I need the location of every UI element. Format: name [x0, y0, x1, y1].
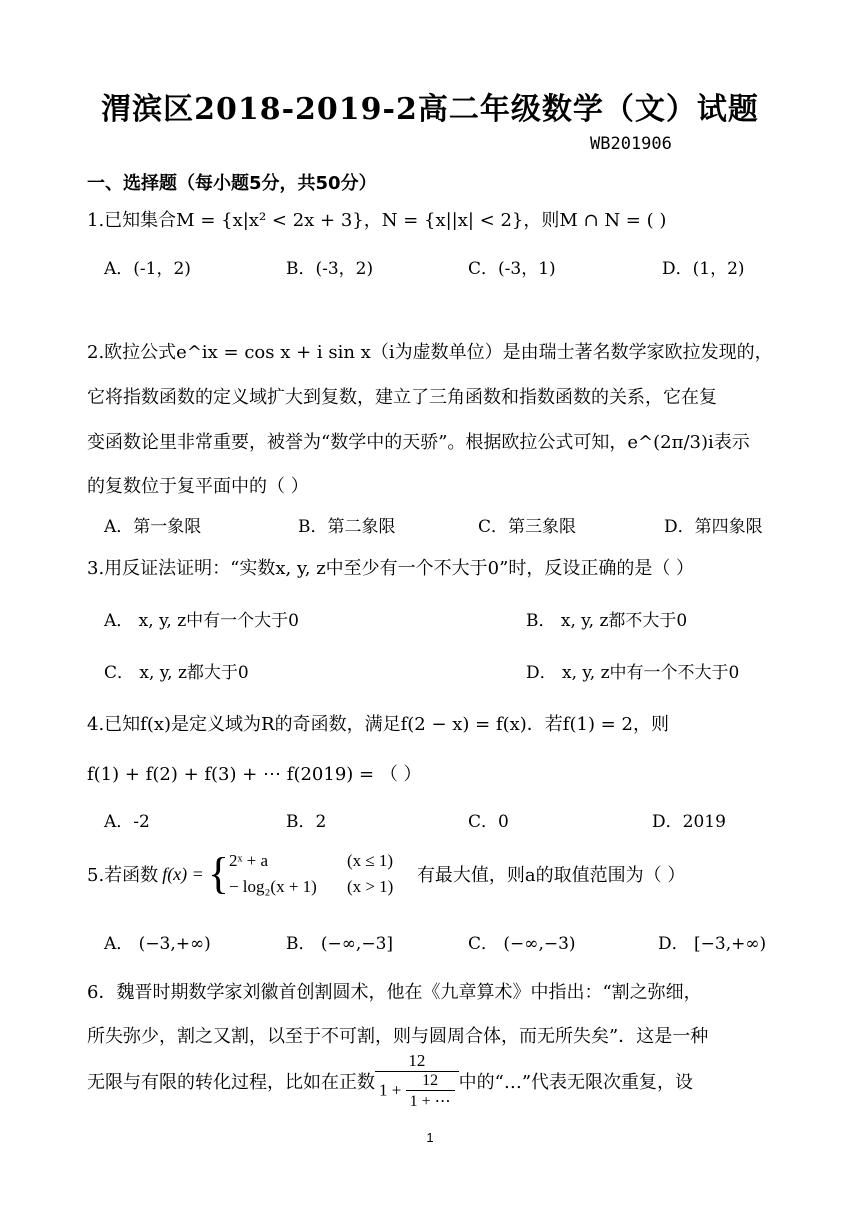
question-5-option-c: C． (−∞,−3)	[468, 934, 576, 954]
question-3-option-a: A． x, y, z中有一个大于0	[104, 611, 300, 631]
question-1-option-b: B．(-3，2)	[286, 259, 374, 279]
question-4-option-b: B．2	[286, 812, 327, 832]
question-5-stem	[87, 846, 685, 902]
question-5-option-b: B． (−∞,−3]	[286, 934, 394, 954]
question-5-suffix: 有最大值，则a的取值范围为（ ）	[416, 865, 686, 886]
question-5-function: f(x) =	[162, 863, 204, 884]
exam-code: WB201906	[590, 134, 672, 154]
question-5-option-a: A． (−3,+∞)	[104, 934, 211, 954]
inner-fraction-denominator: 1 + ⋯	[409, 1093, 451, 1110]
piece-1: 2ˣ + a	[228, 851, 268, 870]
fraction-denominator	[375, 1072, 459, 1111]
question-3-stem: 3.用反证法证明：“实数x, y, z中至少有一个不大于0”时，反设正确的是（ ）	[87, 558, 695, 579]
page-title: 渭滨区2018-2019-2高二年级数学（文）试题	[101, 92, 759, 127]
section-heading: 一、选择题（每小题5分，共50分）	[87, 173, 377, 194]
question-3-option-d: D． x, y, z中有一个不大于0	[526, 663, 740, 683]
question-5-prefix: 5.若函数	[87, 865, 159, 886]
question-6-line-3-start: 无限与有限的转化过程，比如在正数	[87, 1072, 375, 1093]
question-1-option-d: D．(1，2)	[662, 259, 745, 279]
condition-1: (x ≤ 1)	[346, 851, 394, 870]
piecewise-expressions	[229, 848, 347, 900]
question-1-stem: 1.已知集合M = {x|x² < 2x + 3}，N = {x||x| < 2}，则M ∩ N = ( )	[87, 210, 667, 231]
question-2-option-a: A．第一象限	[104, 517, 202, 537]
inner-fraction	[406, 1072, 455, 1111]
question-6-line-3	[87, 1040, 693, 1122]
question-4-option-a: A．-2	[104, 812, 150, 832]
inner-fraction-numerator: 12	[406, 1072, 455, 1091]
question-2-option-b: B．第二象限	[298, 517, 396, 537]
question-2-line-1: 2.欧拉公式e^ix = cos x + i sin x（i为虚数单位）是由瑞士著名数学家欧拉发现的，	[87, 342, 773, 363]
question-6-line-1: 6．魏晋时期数学家刘徽首创割圆术，他在《九章算术》中指出：“割之弥细，	[87, 982, 702, 1003]
question-4-line-2: f(1) + f(2) + f(3) + ⋯ f(2019) = （ ）	[87, 764, 422, 785]
question-2-option-d: D．第四象限	[664, 517, 763, 537]
piecewise-conditions	[347, 848, 417, 900]
page-number: 1	[426, 1130, 434, 1145]
question-1-option-a: A．(-1，2)	[104, 259, 191, 279]
continued-fraction	[375, 1051, 459, 1111]
question-3-option-c: C． x, y, z都大于0	[104, 663, 249, 683]
fraction-numerator: 12	[375, 1051, 459, 1072]
question-1-option-c: C．(-3，1)	[468, 259, 556, 279]
question-4-option-d: D．2019	[652, 812, 726, 832]
question-4-option-c: C．0	[468, 812, 509, 832]
condition-2: (x > 1)	[346, 877, 394, 896]
left-brace-symbol: {	[207, 849, 229, 898]
question-5-option-d: D． [−3,+∞)	[658, 934, 767, 954]
question-2-line-4: 的复数位于复平面中的（ ）	[87, 476, 309, 497]
fraction-denominator-prefix: 1 +	[379, 1080, 402, 1100]
question-6-line-2: 所失弥少，割之又割，以至于不可割，则与圆周合体，而无所失矣”．这是一种	[87, 1026, 709, 1047]
question-2-line-2: 它将指数函数的定义域扩大到复数，建立了三角函数和指数函数的关系，它在复	[87, 387, 717, 408]
question-6-line-3-end: 中的“…”代表无限次重复，设	[458, 1072, 694, 1093]
piece-2: − log₂(x + 1)	[228, 877, 317, 896]
question-4-line-1: 4.已知f(x)是定义域为R的奇函数，满足f(2 − x) = f(x)．若f(1) = 2，则	[87, 714, 669, 735]
question-2-option-c: C．第三象限	[478, 517, 577, 537]
question-2-line-3: 变函数论里非常重要，被誉为“数学中的天骄”。根据欧拉公式可知，e^(2π/3)i表示	[87, 432, 750, 453]
question-3-option-b: B． x, y, z都不大于0	[526, 611, 688, 631]
